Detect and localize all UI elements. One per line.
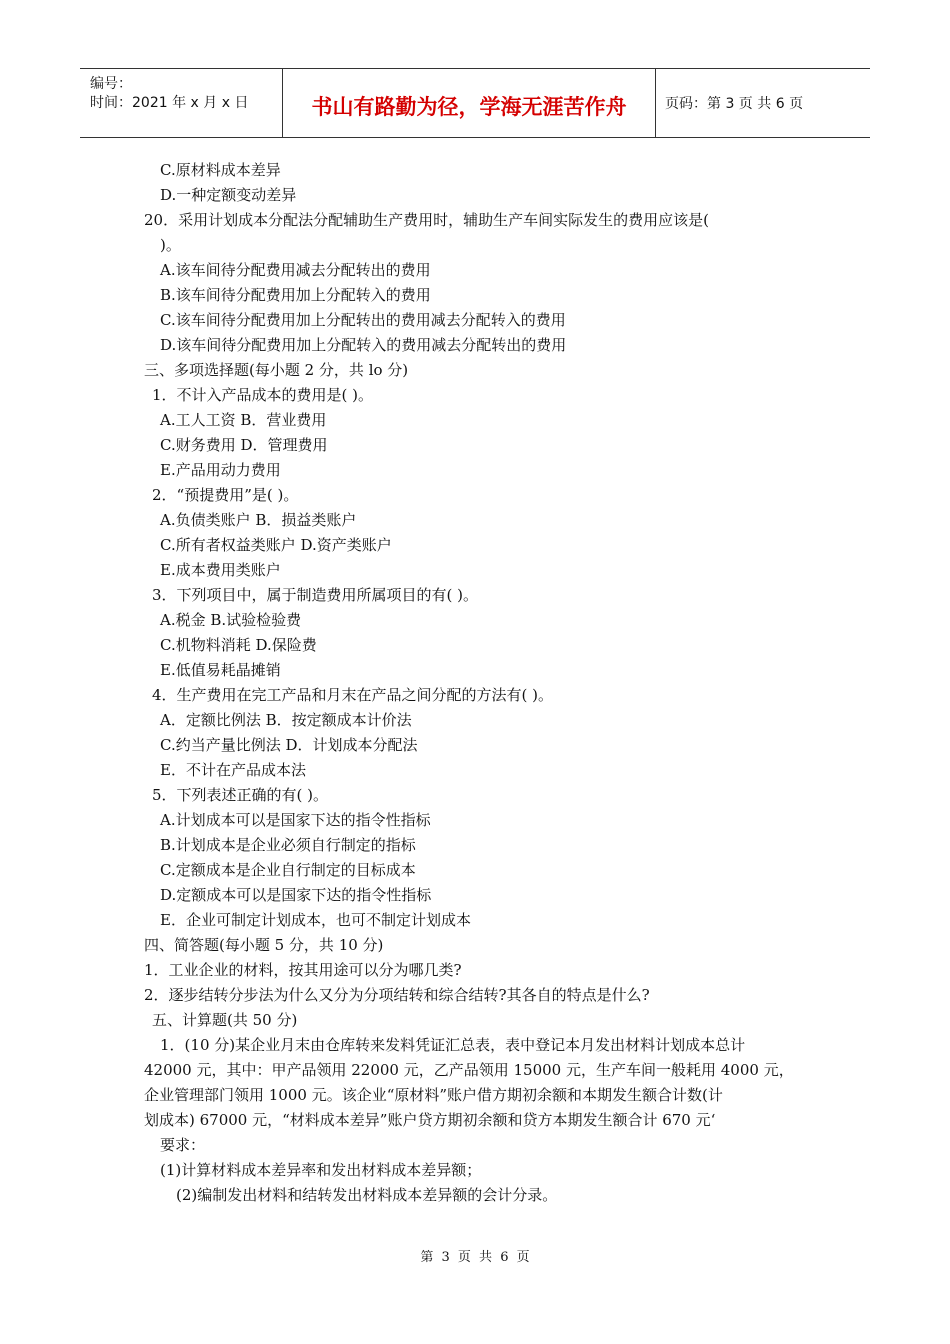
question-line: 2．“预提费用”是( )。: [152, 486, 299, 504]
question-line: 划成本) 67000 元，“材料成本差异”账户贷方期初余额和贷方本期发生额合计 670 元‘: [144, 1111, 716, 1129]
option-line: A.计划成本可以是国家下达的指令性指标: [160, 811, 431, 829]
option-line: C.原材料成本差异: [160, 161, 281, 179]
question-line: 4．生产费用在完工产品和月末在产品之间分配的方法有( )。: [152, 686, 554, 704]
question-line: 1．不计入产品成本的费用是( )。: [152, 386, 374, 404]
option-line: C.定额成本是企业自行制定的目标成本: [160, 861, 416, 879]
option-line: D.一种定额变动差异: [160, 186, 297, 204]
question-line: 2．逐步结转分步法为什么又分为分项结转和综合结转?其各自的特点是什么?: [144, 986, 650, 1004]
section-heading: 五、计算题(共 50 分): [152, 1011, 298, 1029]
option-line: C.所有者权益类账户 D.资产类账户: [160, 536, 392, 554]
option-line: A.工人工资 B．营业费用: [160, 411, 327, 429]
option-line: C.财务费用 D．管理费用: [160, 436, 328, 454]
requirement-item: (2)编制发出材料和结转发出材料成本差异额的会计分录。: [176, 1186, 558, 1204]
option-line: E．不计在产品成本法: [160, 761, 306, 779]
section-heading: 四、简答题(每小题 5 分，共 10 分): [144, 936, 384, 954]
page-footer: 第 3 页 共 6 页: [420, 1250, 530, 1265]
option-line: A.负债类账户 B．损益类账户: [160, 511, 357, 529]
page-indicator: 页码：第 3 页 共 6 页: [665, 96, 804, 112]
option-line: E.成本费用类账户: [160, 561, 281, 579]
option-line: E.低值易耗晶摊销: [160, 661, 281, 679]
document-time: 时间：2021 年 x 月 x 日: [90, 95, 249, 111]
option-line: B.该车间待分配费用加上分配转入的费用: [160, 286, 431, 304]
question-line: 42000 元，其中：甲产品领用 22000 元，乙产品领用 15000 元，生产车间一般耗用 4000 元，: [144, 1061, 794, 1079]
question-line: 1．(10 分)某企业月末由仓库转来发料凭证汇总表，表中登记本月发出材料计划成本总计: [160, 1036, 746, 1054]
question-line: 3．下列项目中，属于制造费用所属项目的有( )。: [152, 586, 479, 604]
requirement-item: (1)计算材料成本差异率和发出材料成本差异额；: [160, 1161, 482, 1179]
header-motto-cell: [282, 69, 656, 137]
option-line: A.该车间待分配费用减去分配转出的费用: [160, 261, 431, 279]
option-line: A．定额比例法 B．按定额成本计价法: [160, 711, 412, 729]
option-line: B.计划成本是企业必须自行制定的指标: [160, 836, 416, 854]
option-line: D.该车间待分配费用加上分配转入的费用减去分配转出的费用: [160, 336, 567, 354]
question-line: 5．下列表述正确的有( )。: [152, 786, 329, 804]
option-line: A.税金 B.试验检验费: [160, 611, 302, 629]
option-line: E.产品用动力费用: [160, 461, 281, 479]
question-line: 企业管理部门领用 1000 元。该企业“原材料”账户借方期初余额和本期发生额合计数(计: [144, 1086, 723, 1104]
question-line: 20．采用计划成本分配法分配辅助生产费用时，辅助生产车间实际发生的费用应该是(: [144, 211, 709, 229]
header-page-cell: [655, 69, 870, 137]
question-line: )。: [160, 236, 181, 254]
question-line: 1．工业企业的材料，按其用途可以分为哪几类?: [144, 961, 462, 979]
option-line: C.该车间待分配费用加上分配转出的费用减去分配转入的费用: [160, 311, 566, 329]
option-line: E．企业可制定计划成本，也可不制定计划成本: [160, 911, 471, 929]
requirement-label: 要求：: [160, 1136, 206, 1154]
option-line: D.定额成本可以是国家下达的指令性指标: [160, 886, 432, 904]
header-meta: [80, 69, 282, 137]
section-heading: 三、多项选择题(每小题 2 分，共 lo 分): [144, 361, 409, 379]
option-line: C.机物料消耗 D.保险费: [160, 636, 317, 654]
option-line: C.约当产量比例法 D．计划成本分配法: [160, 736, 418, 754]
motto: 书山有路勤为径，学海无涯苦作舟: [311, 95, 627, 119]
page-header: [80, 68, 870, 138]
document-number: 编号：: [90, 76, 132, 92]
